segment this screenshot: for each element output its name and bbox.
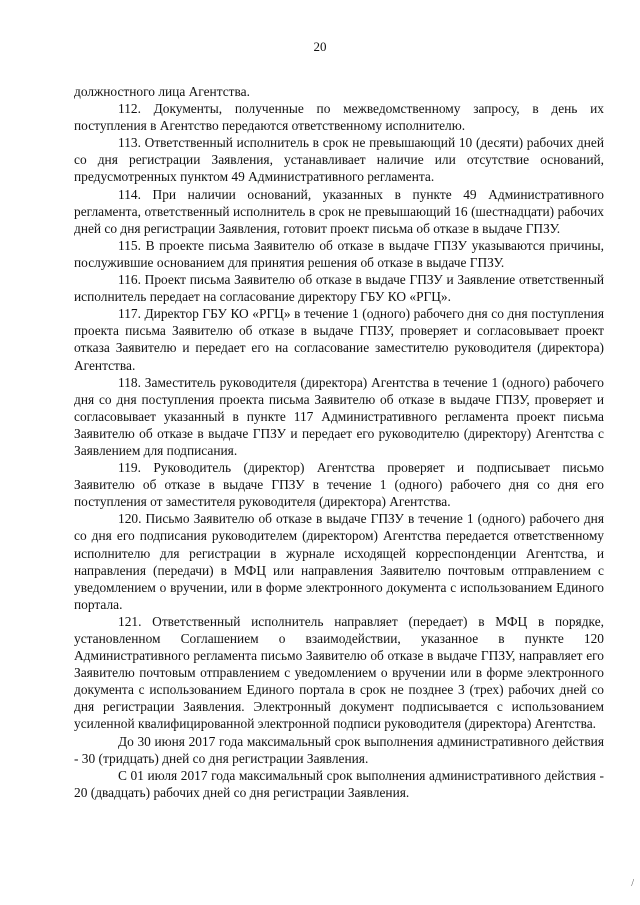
paragraph-120: 120. Письмо Заявителю об отказе в выдаче ГПЗУ в течение 1 (одного) рабочего дня со дня его подписания руководителем (директором) Агентства передается ответственному исполнителю для регистрации в журнале исходящей корреспонденции Агентства, и направления (передачи) в МФЦ или направления Заявителю почтовым отправлением с уведомлением о вручении, или в форме электронного документа с использованием Единого портала.: [74, 511, 604, 612]
paragraph-116: 116. Проект письма Заявителю об отказе в выдаче ГПЗУ и Заявление ответственный исполнитель передает на согласование директору ГБУ КО «РГЦ».: [74, 272, 604, 305]
paragraph-117: 117. Директор ГБУ КО «РГЦ» в течение 1 (одного) рабочего дня со дня поступления проекта письма Заявителю об отказе в выдаче ГПЗУ, проверяет и согласовывает проект отказа Заявителю и передает его на согласование заместителю руководителя (директора) Агентства.: [74, 306, 604, 373]
paragraph-118: 118. Заместитель руководителя (директора) Агентства в течение 1 (одного) рабочего дня со дня поступления проекта письма Заявителю об отказе в выдаче ГПЗУ, проверяет и согласовывает указанный в пункте 117 Административного регламента проект письма Заявителю об отказе в выдаче ГПЗУ и передает его руководителю (директору) Агентства с Заявлением для подписания.: [74, 374, 604, 458]
paragraph-115: 115. В проекте письма Заявителю об отказе в выдаче ГПЗУ указываются причины, послужившие основанием для принятия решения об отказе в выдаче ГПЗУ.: [74, 237, 604, 270]
paragraph-114: 114. При наличии оснований, указанных в пункте 49 Административного регламента, ответственный исполнитель в срок не превышающий 16 (шестнадцати) рабочих дней со дня регистрации Заявления, готовит проект письма об отказе в выдаче ГПЗУ.: [74, 186, 604, 236]
paragraph-113: 113. Ответственный исполнитель в срок не превышающий 10 (десяти) рабочих дней со дня регистрации Заявления, устанавливает наличие или отсутствие оснований, предусмотренных пунктом 49 Административного регламента.: [74, 135, 604, 185]
scan-edge-mark: /: [631, 878, 634, 889]
document-body: [74, 83, 604, 801]
paragraph-112: 112. Документы, полученные по межведомственному запросу, в день их поступления в Агентство передаются ответственному исполнителю.: [74, 101, 604, 134]
paragraph-119: 119. Руководитель (директор) Агентства проверяет и подписывает письмо Заявителю об отказе в выдаче ГПЗУ в течение 1 (одного) рабочего дня со дня его поступления от заместителя руководителя (директора) Агентства.: [74, 460, 604, 510]
paragraph-continuation: должностного лица Агентства.: [74, 84, 250, 99]
paragraph-121: 121. Ответственный исполнитель направляет (передает) в МФЦ в порядке, установленном Соглашением о взаимодействии, указанное в пункте 120 Административного регламента письмо Заявителю об отказе в выдаче ГПЗУ, направляет его Заявителю почтовым отправлением с уведомлением о вручении или в форме электронного документа с использованием Единого портала в срок не позднее 3 (трех) рабочих дней со дня регистрации Заявления. Электронный документ подписывается с использованием усиленной квалифицированной электронной подписи руководителя (директора) Агентства.: [74, 613, 604, 732]
page-number: 20: [313, 39, 327, 54]
paragraph-deadline-after: С 01 июля 2017 года максимальный срок выполнения административного действия - 20 (двадцать) рабочих дней со дня регистрации Заявления.: [74, 767, 604, 800]
paragraph-deadline-before: До 30 июня 2017 года максимальный срок выполнения административного действия - 30 (тридцать) дней со дня регистрации Заявления.: [74, 733, 604, 766]
